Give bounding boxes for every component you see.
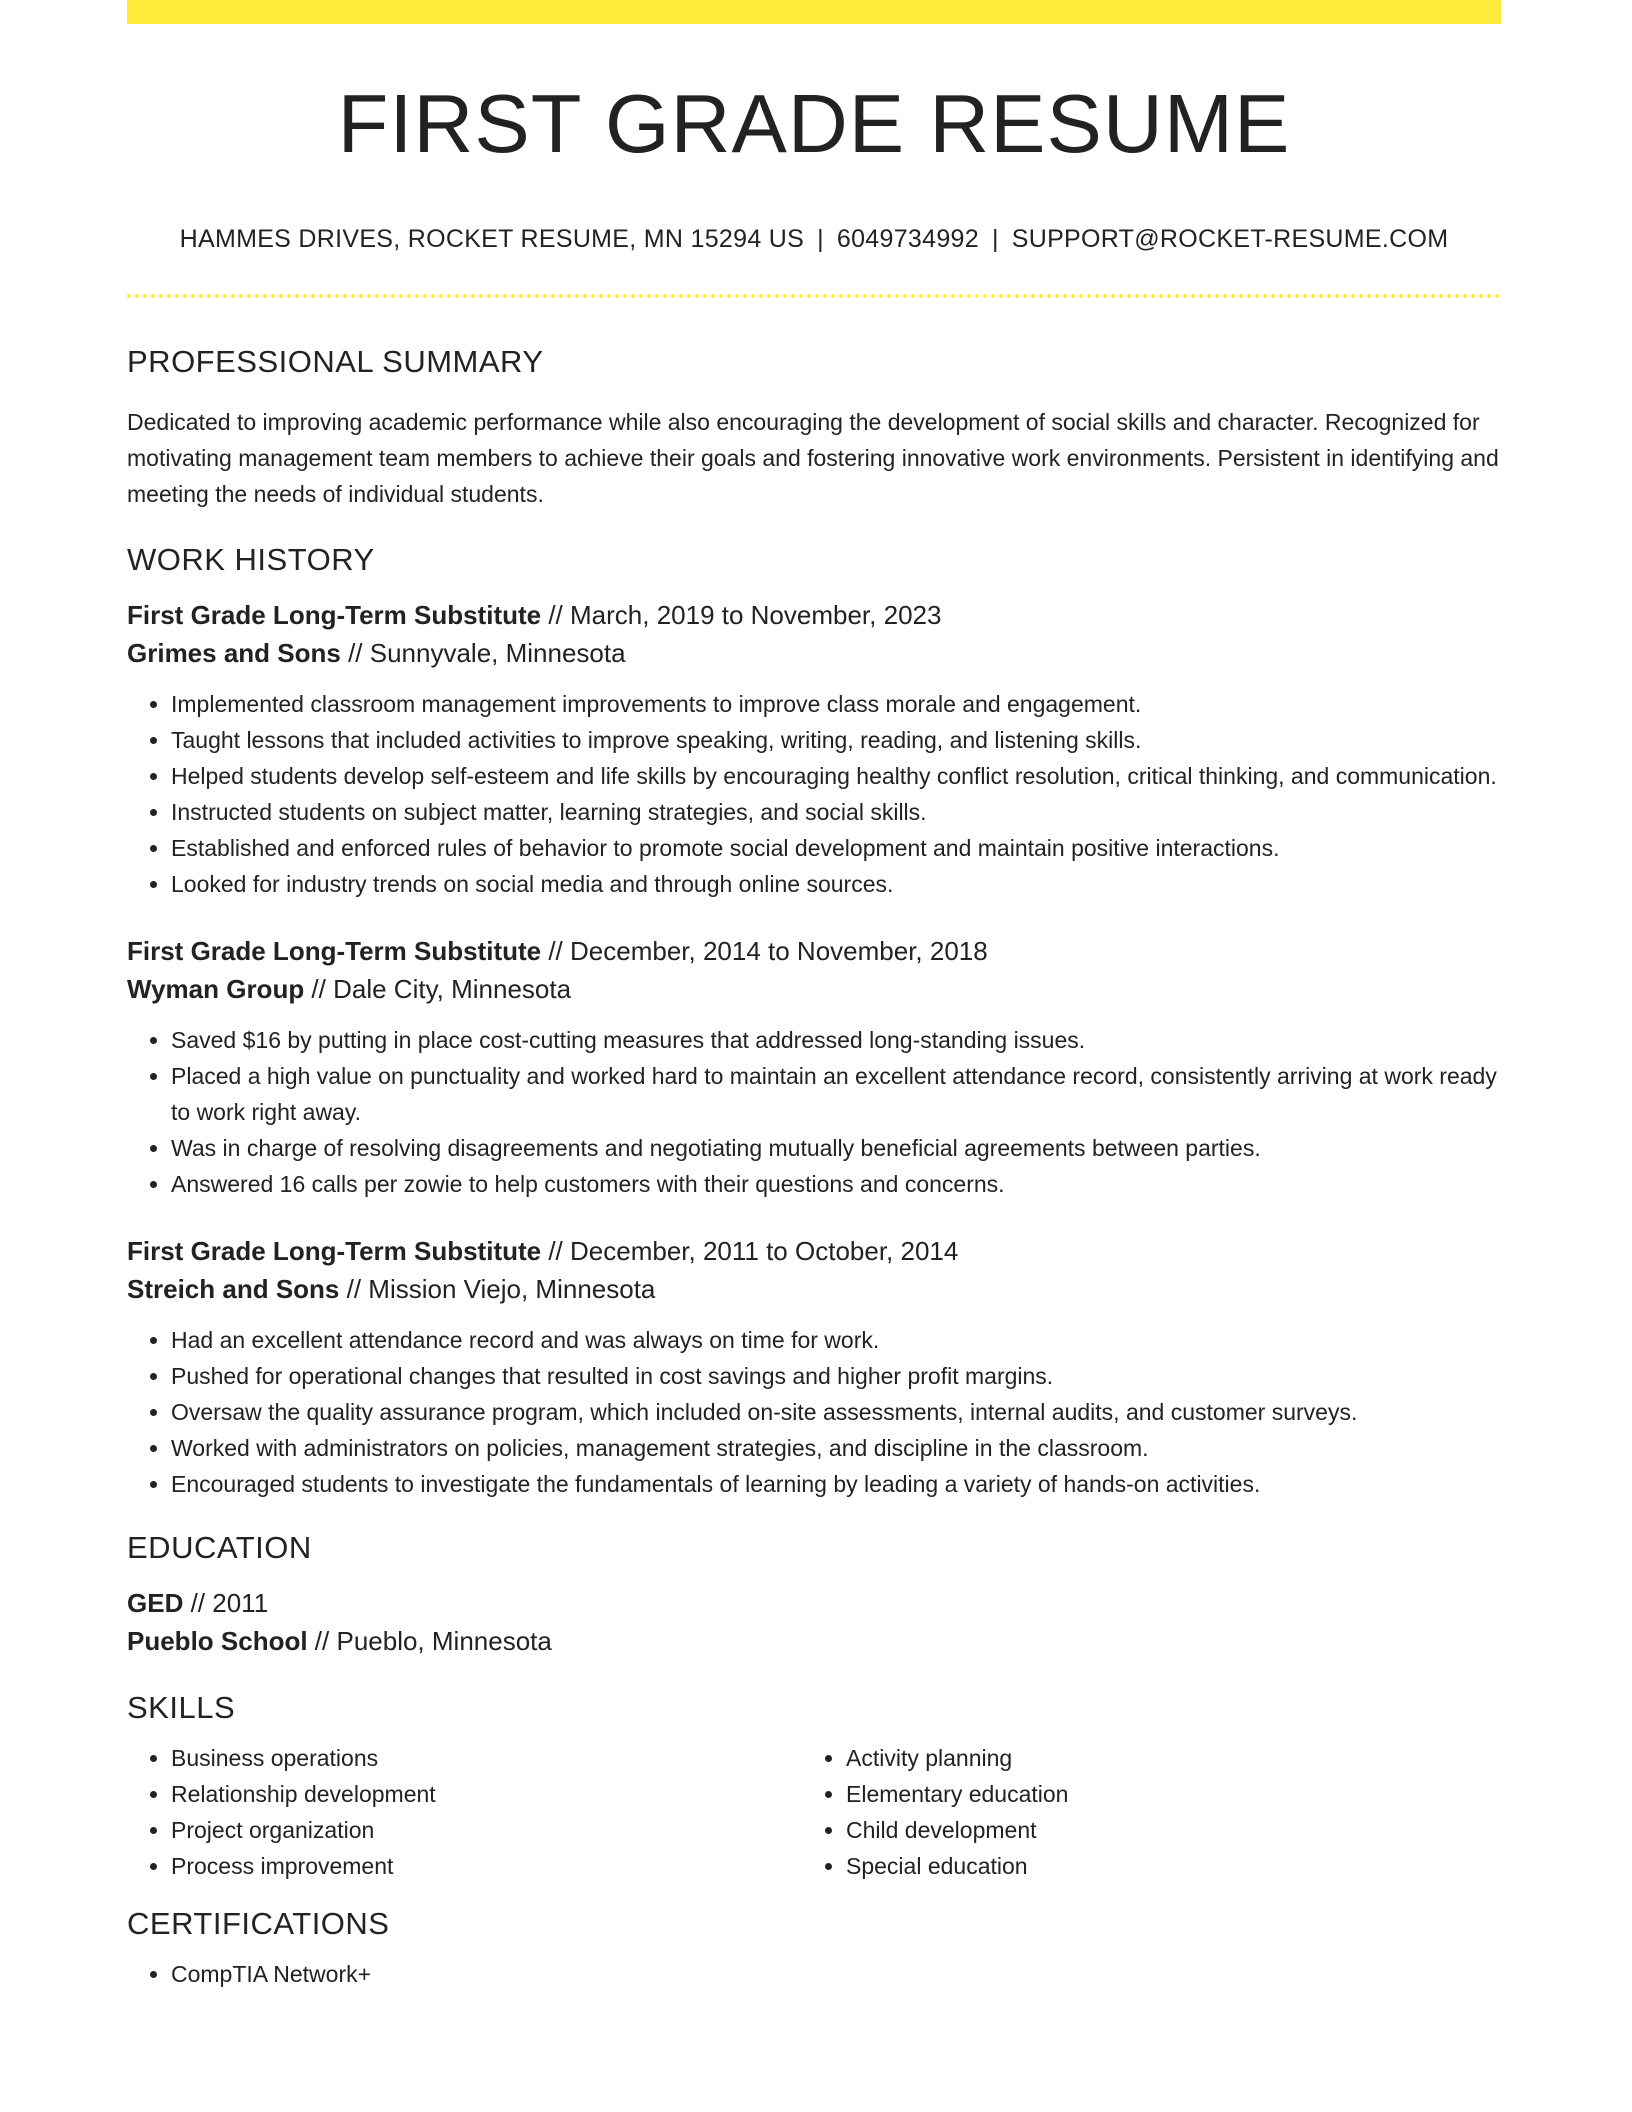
job-title-line [127,1232,1501,1270]
education-location: // Pueblo, Minnesota [307,1626,552,1657]
job-title: First Grade Long-Term Substitute [127,1236,542,1267]
job-entry [127,596,1501,902]
job-bullet: • Placed a high value on punctuality and worked hard to maintain an excellent attendance record, consistently arriving at work ready to work right away. [171,1058,1501,1130]
job-title-line [127,596,1501,634]
job-location: // Dale City, Minnesota [304,974,572,1005]
work-history-heading: WORK HISTORY [127,542,375,578]
education-heading: EDUCATION [127,1530,312,1566]
summary-heading: PROFESSIONAL SUMMARY [127,344,544,380]
education-degree: GED [127,1588,184,1619]
education-school: Pueblo School [127,1626,308,1657]
skills-column-left [127,1740,802,1884]
job-bullet: • Was in charge of resolving disagreements and negotiating mutually beneficial agreements between parties. [171,1130,1501,1166]
resume-page [127,0,1501,1992]
job-company: Streich and Sons [127,1274,340,1305]
skill-item: • Elementary education [846,1776,1477,1812]
job-company-line [127,634,1501,672]
job-bullet: • Saved $16 by putting in place cost-cutting measures that addressed long-standing issues. [171,1022,1501,1058]
job-bullet: • Established and enforced rules of behavior to promote social development and maintain positive interactions. [171,830,1501,866]
job-dates: // December, 2011 to October, 2014 [541,1236,959,1267]
job-title: First Grade Long-Term Substitute [127,600,542,631]
job-bullet: • Pushed for operational changes that resulted in cost savings and higher profit margins. [171,1358,1501,1394]
contact-separator: | [817,225,824,254]
job-dates: // March, 2019 to November, 2023 [541,600,942,631]
job-bullets [127,1022,1501,1202]
job-title-line [127,932,1501,970]
job-dates: // December, 2014 to November, 2018 [541,936,988,967]
job-company-line [127,970,1501,1008]
contact-phone: 6049734992 [836,225,979,254]
certifications-list [127,1956,1501,1992]
contact-email: SUPPORT@ROCKET-RESUME.COM [1011,225,1449,254]
job-bullets [127,686,1501,902]
job-bullet: • Helped students develop self-esteem and life skills by encouraging healthy conflict resolution, critical thinking, and communication. [171,758,1501,794]
education-year: // 2011 [183,1588,269,1619]
skill-item: • Child development [846,1812,1477,1848]
job-company: Wyman Group [127,974,305,1005]
job-location: // Mission Viejo, Minnesota [339,1274,656,1305]
job-entry [127,932,1501,1202]
job-entry [127,1232,1501,1502]
skill-item: • Project organization [171,1812,802,1848]
skill-item: • Business operations [171,1740,802,1776]
accent-top-bar [127,0,1501,24]
contact-separator: | [991,225,999,254]
job-bullets [127,1322,1501,1502]
certification-item: • CompTIA Network+ [171,1956,1501,1992]
job-bullet: • Oversaw the quality assurance program, which included on-site assessments, internal audits, and customer surveys. [171,1394,1501,1430]
job-title: First Grade Long-Term Substitute [127,936,542,967]
skills-grid [127,1740,1501,1884]
skill-item: • Relationship development [171,1776,802,1812]
education-entry [127,1584,1501,1660]
skill-item: • Activity planning [846,1740,1477,1776]
resume-title: FIRST GRADE RESUME [337,77,1291,170]
job-bullet: • Looked for industry trends on social media and through online sources. [171,866,1501,902]
job-bullet: • Encouraged students to investigate the fundamentals of learning by leading a variety of hands-on activities. [171,1466,1501,1502]
job-location: // Sunnyvale, Minnesota [340,638,626,669]
contact-address: HAMMES DRIVES, ROCKET RESUME, MN 15294 US [179,225,805,254]
summary-text: Dedicated to improving academic performance while also encouraging the development of social skills and character. Recognized for motivating management team members to achieve their goals and fostering innovative work environments. Persistent in identifying and meeting the needs of individual students. [127,409,1499,508]
skills-list [802,1740,1477,1884]
education-school-line [127,1622,1501,1660]
job-bullet: • Implemented classroom management improvements to improve class morale and engagement. [171,686,1501,722]
skills-list [127,1740,802,1884]
job-bullet: • Worked with administrators on policies, management strategies, and discipline in the classroom. [171,1430,1501,1466]
dotted-divider [127,294,1501,298]
job-bullet: • Had an excellent attendance record and was always on time for work. [171,1322,1501,1358]
skills-column-right [802,1740,1477,1884]
certifications-heading: CERTIFICATIONS [127,1906,390,1942]
job-bullet: • Instructed students on subject matter, learning strategies, and social skills. [171,794,1501,830]
job-bullet: • Answered 16 calls per zowie to help customers with their questions and concerns. [171,1166,1501,1202]
job-bullet: • Taught lessons that included activities to improve speaking, writing, reading, and listening skills. [171,722,1501,758]
job-company: Grimes and Sons [127,638,341,669]
contact-line [127,225,1501,254]
education-degree-line [127,1584,1501,1622]
job-company-line [127,1270,1501,1308]
skill-item: • Process improvement [171,1848,802,1884]
skills-heading: SKILLS [127,1690,236,1726]
skill-item: • Special education [846,1848,1477,1884]
